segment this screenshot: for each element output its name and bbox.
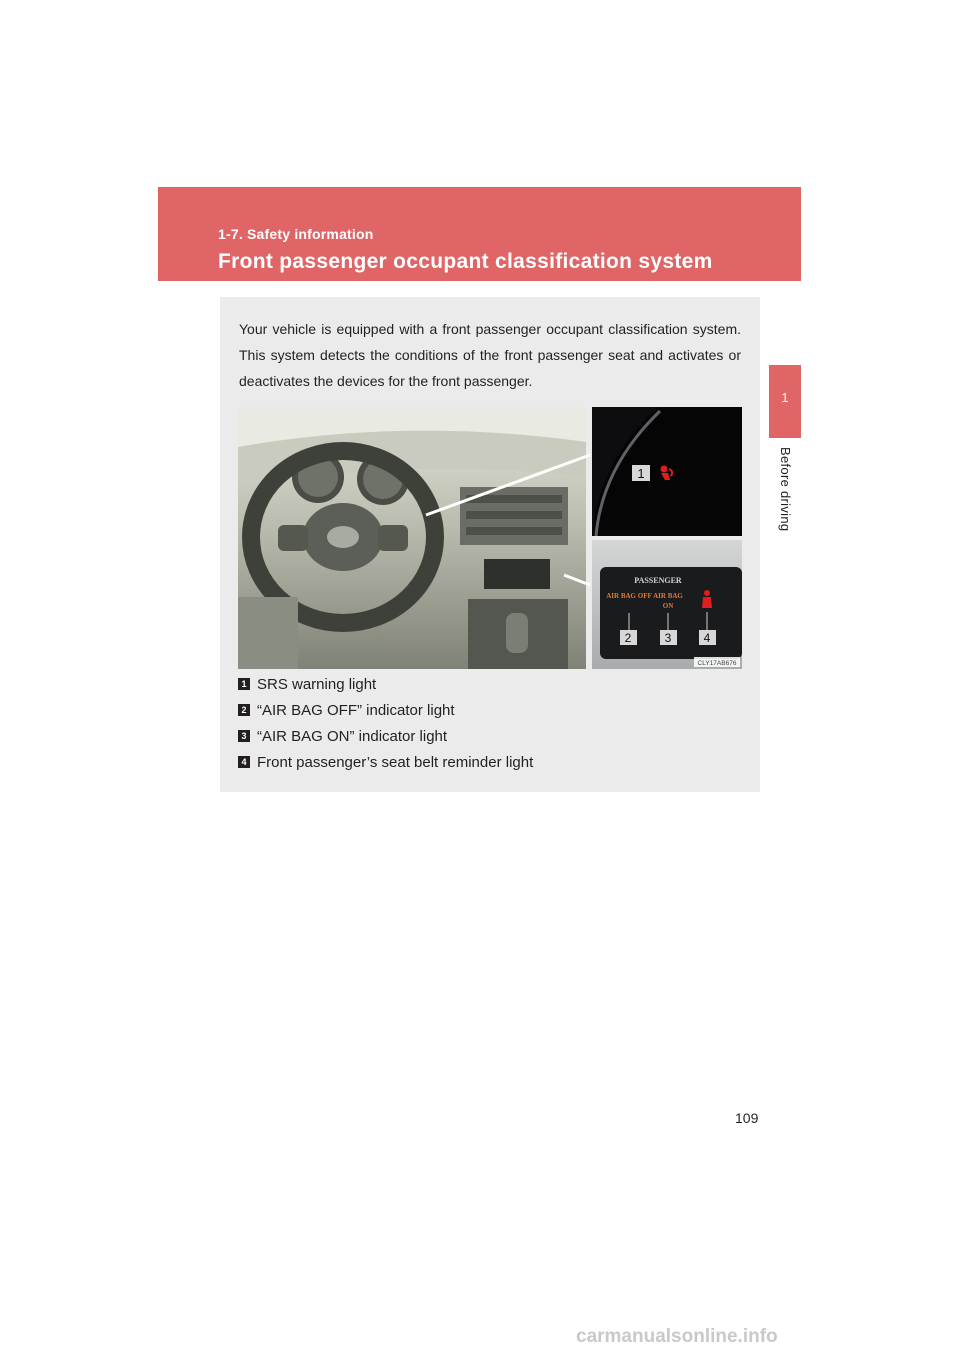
item-number-badge: 4 [238, 756, 250, 768]
label-on: ON [662, 602, 674, 610]
chapter-number: 1 [781, 390, 789, 405]
figure-code: CLY17AB676 [697, 660, 737, 667]
section-label: 1-7. Safety information [218, 226, 374, 242]
callout-4: 4 [703, 631, 711, 645]
item-number-badge: 1 [238, 678, 250, 690]
dashboard-figure [238, 407, 742, 669]
callout-2: 2 [624, 631, 632, 645]
panel-heading: PASSENGER [634, 576, 682, 585]
item-text: Front passenger’s seat belt reminder light [257, 753, 534, 771]
label-air-bag-off: AIR BAG OFF [606, 592, 652, 600]
callout-1: 1 [637, 466, 645, 481]
item-text: SRS warning light [257, 675, 377, 693]
item-number-badge: 2 [238, 704, 250, 716]
page-title: Front passenger occupant classification system [218, 250, 713, 273]
item-number-badge: 3 [238, 730, 250, 742]
callout-3: 3 [664, 631, 672, 645]
list-item [238, 726, 447, 746]
page-number: 109 [735, 1110, 759, 1126]
item-text: “AIR BAG ON” indicator light [257, 727, 448, 745]
list-item [238, 700, 455, 720]
label-air-bag: AIR BAG [653, 592, 683, 600]
item-text: “AIR BAG OFF” indicator light [257, 701, 455, 719]
intro-paragraph: Your vehicle is equipped with a front passenger occupant classification system. This system detects the conditions of the front passenger seat and activates or deactivates the devices for the front passenger. [239, 321, 741, 389]
lexus-emblem [327, 526, 359, 548]
list-item [238, 752, 533, 772]
watermark: carmanualsonline.info [576, 1326, 778, 1347]
chapter-label: Before driving [778, 447, 793, 532]
list-item [238, 674, 376, 694]
